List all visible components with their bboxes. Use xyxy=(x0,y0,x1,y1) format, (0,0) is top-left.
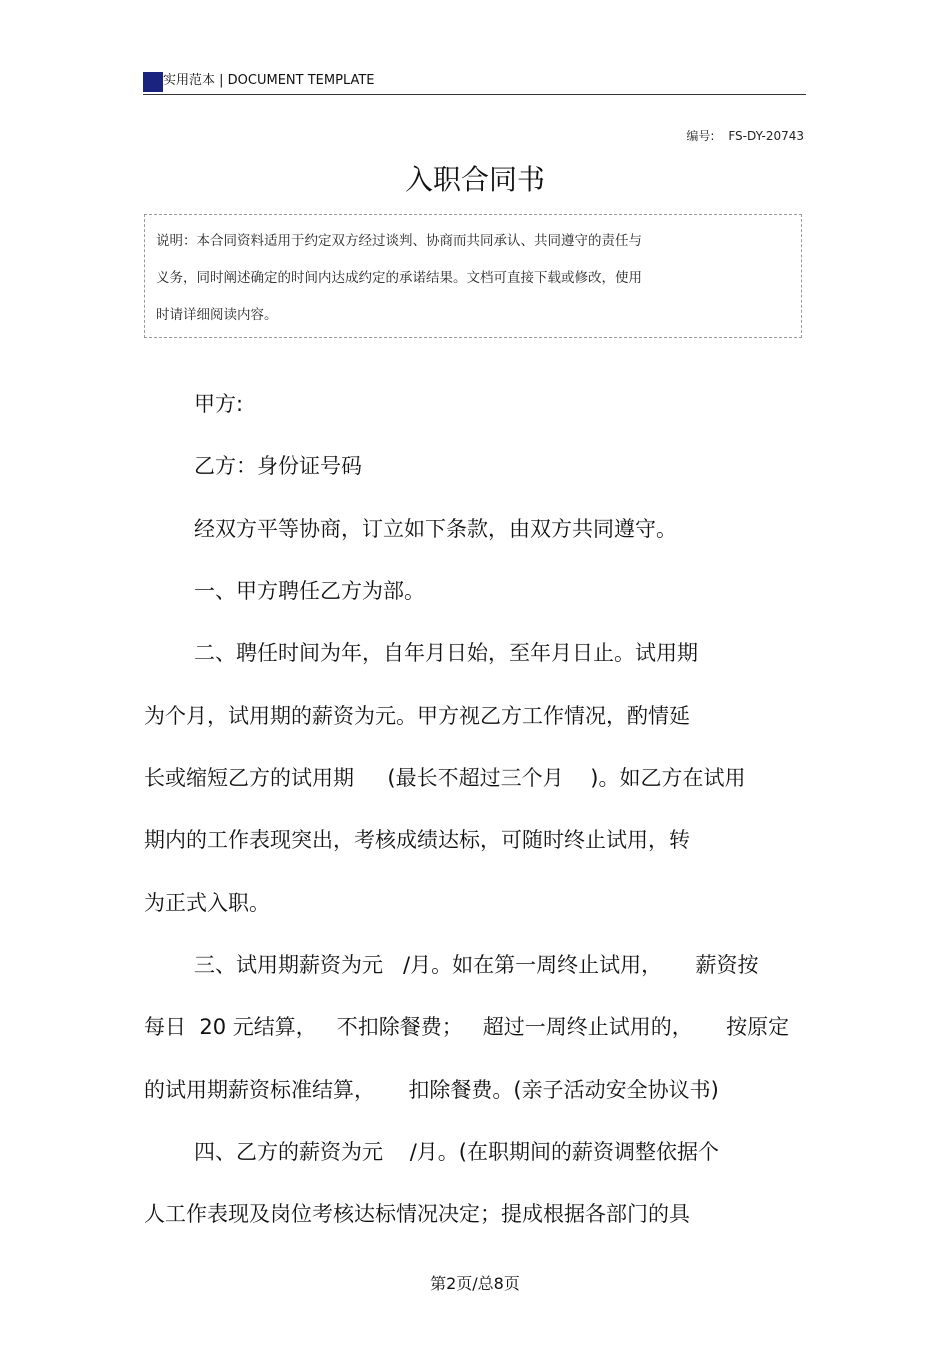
body-line: 为个月，试用期的薪资为元。甲方视乙方工作情况，酌情延 xyxy=(144,704,690,728)
body-line: 甲方: xyxy=(194,392,244,416)
body-line: 三、试用期薪资为元 /月。如在第一周终止试用， 薪资按 xyxy=(194,953,759,977)
logo-square-icon xyxy=(143,72,163,92)
body-line: 二、聘任时间为年，自年月日始，至年月日止。试用期 xyxy=(194,641,698,665)
header-template: | DOCUMENT TEMPLATE xyxy=(219,73,375,88)
body-line: 期内的工作表现突出，考核成绩达标，可随时终止试用，转 xyxy=(144,828,690,852)
note-line: 说明：本合同资料适用于约定双方经过谈判、协商而共同承认、共同遵守的责任与 xyxy=(156,233,642,249)
document-number-value: FS-DY-20743 xyxy=(728,129,804,143)
page-header xyxy=(143,70,806,95)
header-text xyxy=(163,72,375,90)
body-line: 长或缩短乙方的试用期 (最长不超过三个月 )。如乙方在试用 xyxy=(144,766,746,790)
body-line: 四、乙方的薪资为元 /月。(在职期间的薪资调整依据个 xyxy=(194,1140,719,1164)
body-line: 为正式入职。 xyxy=(144,891,270,915)
note-line: 义务，同时阐述确定的时间内达成约定的承诺结果。文档可直接下载或修改，使用 xyxy=(156,270,642,286)
document-number xyxy=(686,127,804,144)
note-line: 时请详细阅读内容。 xyxy=(156,307,278,323)
note-box xyxy=(144,214,802,338)
body-line: 一、甲方聘任乙方为部。 xyxy=(194,579,425,603)
page-title: 入职合同书 xyxy=(404,163,545,196)
header-brand: 实用范本 xyxy=(163,73,216,88)
body-line: 每日 20 元结算， 不扣除餐费； 超过一周终止试用的， 按原定 xyxy=(144,1015,790,1039)
body-line: 人工作表现及岗位考核达标情况决定；提成根据各部门的具 xyxy=(144,1202,690,1226)
body-line: 乙方：身份证号码 xyxy=(194,454,362,478)
document-number-label: 编号: xyxy=(686,129,715,143)
body-line: 的试用期薪资标准结算， 扣除餐费。(亲子活动安全协议书) xyxy=(144,1078,719,1102)
body-line: 经双方平等协商，订立如下条款，由双方共同遵守。 xyxy=(194,517,677,541)
page-footer: 第2页/总8页 xyxy=(430,1274,520,1293)
